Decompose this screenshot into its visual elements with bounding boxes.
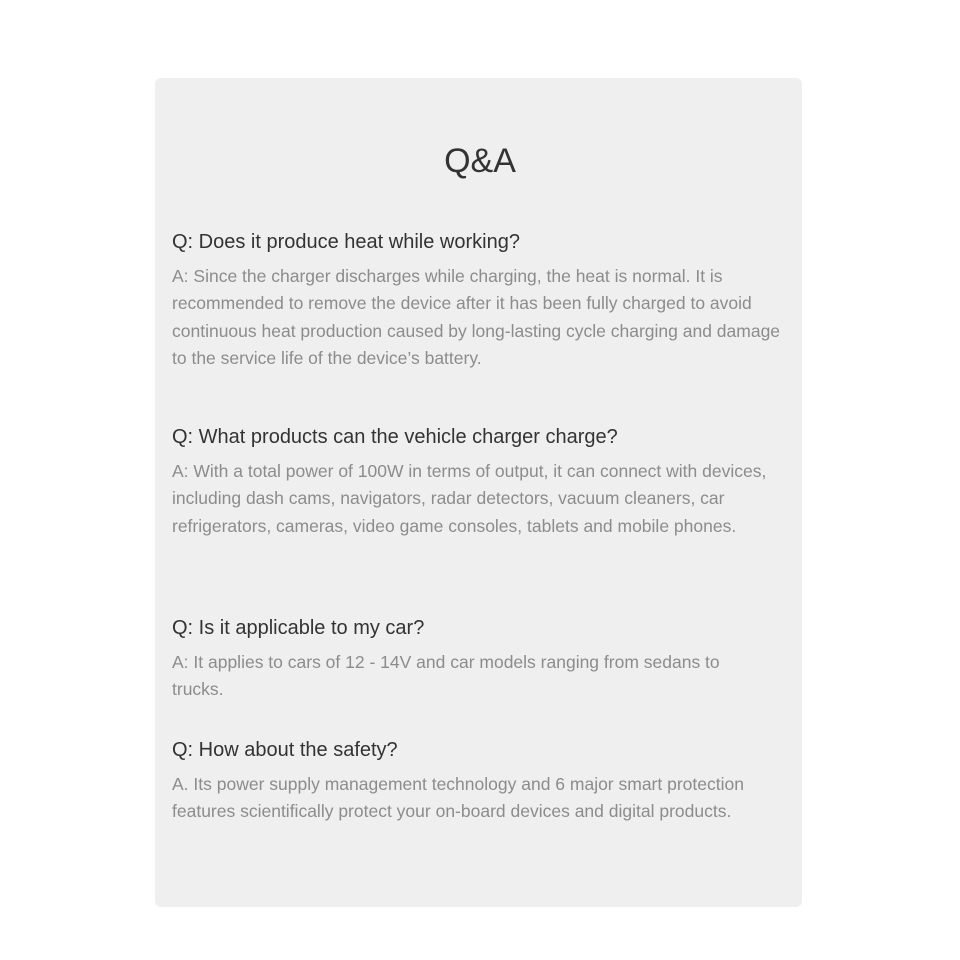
qa-item-car: [172, 615, 792, 704]
page-title: Q&A: [444, 142, 516, 180]
qa-item-safety: [172, 737, 792, 826]
question-safety: Q: How about the safety?: [172, 739, 398, 761]
answer-heat: A: Since the charger discharges while charging, the heat is normal. It is recommended to remove the device after it has been fully charged to avoid continuous heat production caused by long-lasting cycle charging and damage to the service life of the device’s battery.: [172, 266, 781, 368]
qa-item-heat: [172, 229, 792, 372]
question-car: Q: Is it applicable to my car?: [172, 617, 425, 639]
answer-car: A: It applies to cars of 12 - 14V and car models ranging from sedans to trucks.: [172, 652, 720, 700]
answer-safety: A. Its power supply management technology and 6 major smart protection features scientifically protect your on-board devices and digital products.: [172, 774, 744, 822]
question-products: Q: What products can the vehicle charger charge?: [172, 426, 618, 448]
qa-item-products: [172, 424, 792, 540]
question-heat: Q: Does it produce heat while working?: [172, 231, 520, 253]
answer-products: A: With a total power of 100W in terms of output, it can connect with devices, including dash cams, navigators, radar detectors, vacuum cleaners, car refrigerators, cameras, video game consoles, tablets and mobile phones.: [172, 461, 767, 536]
